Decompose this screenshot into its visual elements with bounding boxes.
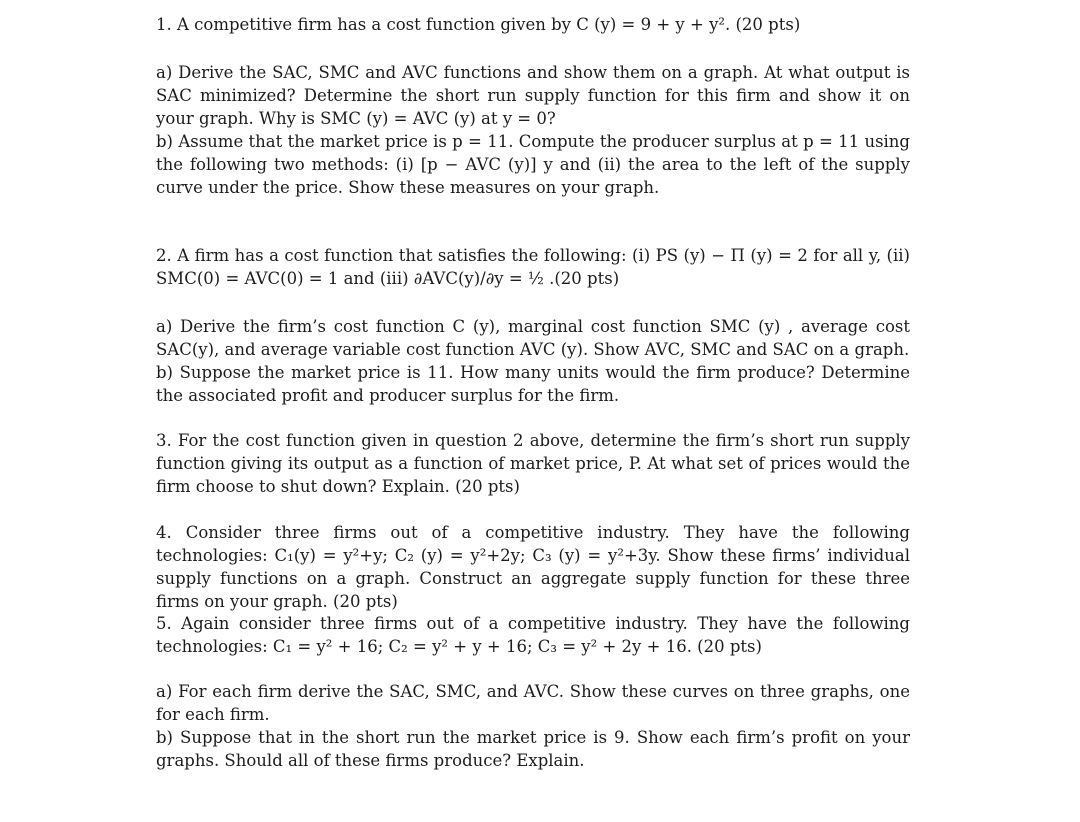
question-1-part-b: b) Assume that the market price is p = 11. Compute the producer surplus at p = 11 using the following two methods: (i) [p − AVC (y)] y and (ii) the area to the left of the supply curve under the price. Show these measures on your graph.	[156, 132, 910, 197]
question-5	[156, 612, 910, 658]
question-2-part-b: b) Suppose the market price is 11. How many units would the firm produce? Determine the associated profit and producer surplus for the firm.	[156, 363, 910, 405]
question-1-text: 1. A competitive firm has a cost function given by C (y) = 9 + y + y². (20 pts)	[156, 15, 801, 34]
question-5-part-a: a) For each firm derive the SAC, SMC, and AVC. Show these curves on three graphs, one for each firm.	[156, 682, 910, 724]
question-1-part-a: a) Derive the SAC, SMC and AVC functions and show them on a graph. At what output is SAC minimized? Determine the short run supply function for this firm and show it on your graph. Why is SMC (y) = AVC (y) at y = 0?	[156, 63, 910, 128]
question-5-text: 5. Again consider three firms out of a competitive industry. They have the following technologies: C₁ = y² + 16; C₂ = y² + y + 16; C₃ = y² + 2y + 16. (20 pts)	[156, 614, 910, 656]
question-3-text: 3. For the cost function given in question 2 above, determine the firm’s short run supply function giving its output as a function of market price, P. At what set of prices would the firm choose to shut down? Explain. (20 pts)	[156, 431, 910, 496]
question-1-parts	[156, 61, 910, 199]
question-3	[156, 429, 910, 498]
question-2-parts	[156, 315, 910, 407]
question-4-text: 4. Consider three firms out of a competitive industry. They have the following technologies: C₁(y) = y²+y; C₂ (y) = y²+2y; C₃ (y) = y²+3y. Show these firms’ individual supply functions on a graph. Construct an aggregate supply function for these three firms on your graph. (20 pts)	[156, 523, 910, 611]
question-2-text: 2. A firm has a cost function that satisfies the following: (i) PS (y) − Π (y) = 2 for all y, (ii) SMC(0) = AVC(0) = 1 and (iii) ∂AVC(y)/∂y = ½ .(20 pts)	[156, 246, 910, 288]
question-2-part-a: a) Derive the firm’s cost function C (y), marginal cost function SMC (y) , average cost SAC(y), and average variable cost function AVC (y). Show AVC, SMC and SAC on a graph.	[156, 317, 910, 359]
question-2	[156, 244, 910, 290]
question-5-parts	[156, 680, 910, 772]
question-5-part-b: b) Suppose that in the short run the market price is 9. Show each firm’s profit on your graphs. Should all of these firms produce? Explain.	[156, 728, 910, 770]
question-1	[156, 13, 910, 36]
question-4	[156, 521, 910, 613]
